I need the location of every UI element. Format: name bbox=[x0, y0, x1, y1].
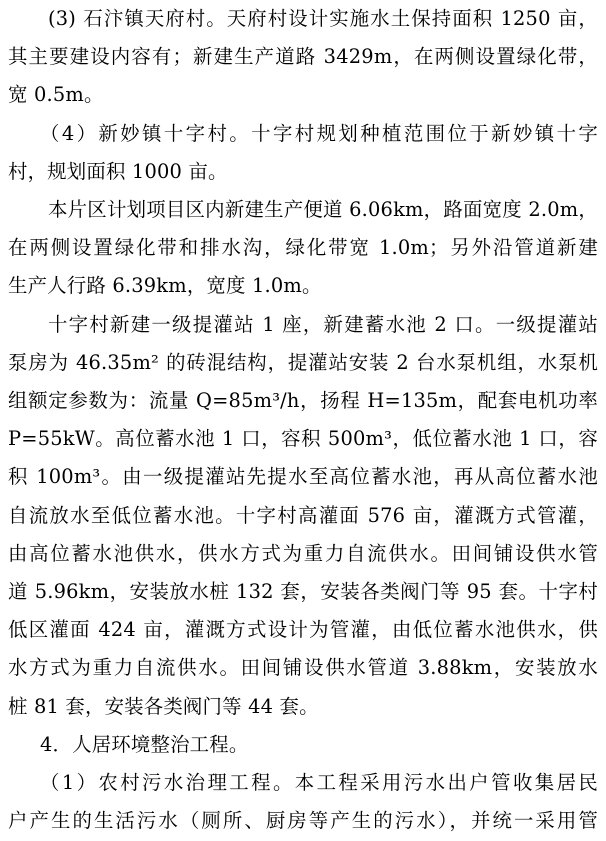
paragraph-sewage-treatment bbox=[8, 764, 598, 840]
text-line: 4．人居环境整治工程。 bbox=[40, 732, 249, 756]
text-line: 户产生的生活污水（厕所、厨房等产生的污水），并统一采用管 bbox=[8, 809, 598, 833]
paragraph-pump-station bbox=[8, 306, 598, 726]
text-line: 组额定参数为：流量 Q=85m³/h，扬程 H=135m，配套电机功率 bbox=[8, 389, 598, 413]
text-line: 其主要建设内容有；新建生产道路 3429m，在两侧设置绿化带， bbox=[8, 45, 598, 69]
text-line: 在两侧设置绿化带和排水沟，绿化带宽 1.0m；另外沿管道新建 bbox=[8, 236, 598, 260]
paragraph-road-plan bbox=[8, 191, 598, 306]
text-line: 生产人行路 6.39km，宽度 1.0m。 bbox=[8, 274, 322, 298]
text-line: 由高位蓄水池供水，供水方式为重力自流供水。田间铺设供水管 bbox=[8, 541, 598, 565]
text-line: (3) 石汴镇天府村。天府村设计实施水土保持面积 1250 亩， bbox=[48, 7, 598, 30]
paragraph-shifang-village bbox=[8, 0, 598, 115]
text-line: 道 5.96km，安装放水桩 132 套，安装各类阀门等 95 套。十字村 bbox=[8, 580, 598, 604]
text-line: 桩 81 套，安装各类阀门等 44 套。 bbox=[8, 694, 319, 718]
text-line: 宽 0.5m。 bbox=[8, 83, 104, 107]
text-line: 水方式为重力自流供水。田间铺设供水管道 3.88km，安装放水 bbox=[8, 656, 598, 680]
text-line: P=55kW。高位蓄水池 1 口，容积 500m³，低位蓄水池 1 口，容 bbox=[8, 427, 598, 451]
text-line: 泵房为 46.35m² 的砖混结构，提灌站安装 2 台水泵机组，水泵机 bbox=[8, 350, 598, 374]
text-line: 本片区计划项目区内新建生产便道 6.06km，路面宽度 2.0m， bbox=[48, 198, 598, 222]
text-line: （4）新妙镇十字村。十字村规划种植范围位于新妙镇十字 bbox=[40, 121, 598, 145]
text-line: 低区灌面 424 亩，灌溉方式设计为管灌，由低位蓄水池供水，供 bbox=[8, 618, 598, 642]
text-line: 自流放水至低位蓄水池。十字村高灌面 576 亩，灌溉方式管灌， bbox=[8, 503, 598, 527]
text-line: 积 100m³。由一级提灌站先提水至高位蓄水池，再从高位蓄水池 bbox=[8, 465, 598, 489]
text-line: （1）农村污水治理工程。本工程采用污水出户管收集居民 bbox=[40, 771, 598, 795]
text-line: 十字村新建一级提灌站 1 座，新建蓄水池 2 口。一级提灌站 bbox=[48, 312, 598, 336]
section-heading-living-environment bbox=[8, 726, 598, 764]
paragraph-shizi-village bbox=[8, 115, 598, 191]
document-page bbox=[8, 0, 598, 840]
text-line: 村，规划面积 1000 亩。 bbox=[8, 159, 228, 183]
